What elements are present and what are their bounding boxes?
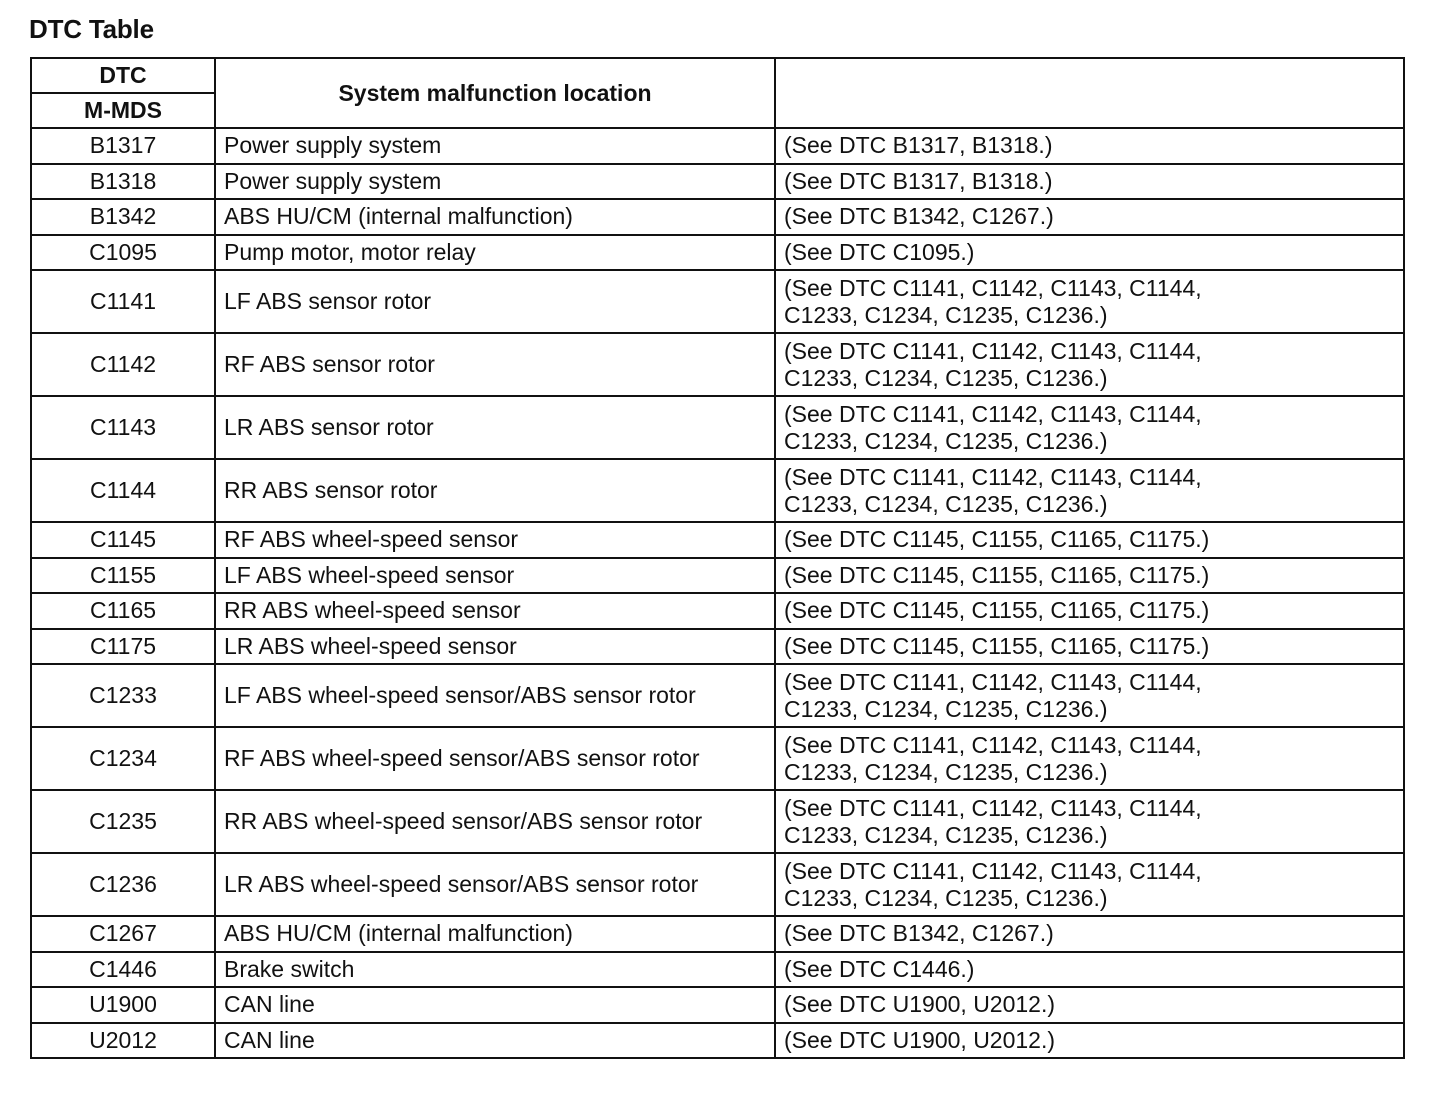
- reference-text: (See DTC C1141, C1142, C1143, C1144,: [784, 668, 1202, 695]
- table-row: [31, 164, 1404, 200]
- table-row: [31, 128, 1404, 164]
- reference-cell: [775, 593, 1404, 629]
- reference-text: (See DTC B1342, C1267.): [784, 203, 1054, 230]
- reference-text: (See DTC B1317, B1318.): [784, 132, 1053, 159]
- reference-cell: [775, 522, 1404, 558]
- reference-cell: [775, 916, 1404, 952]
- reference-text: (See DTC C1145, C1155, C1165, C1175.): [784, 632, 1210, 659]
- dtc-code-cell: C1155: [31, 558, 215, 594]
- malfunction-location-cell: LR ABS wheel-speed sensor/ABS sensor rotor: [215, 853, 775, 916]
- reference-text: (See DTC C1141, C1142, C1143, C1144,: [784, 463, 1202, 490]
- reference-text: (See DTC C1095.): [784, 238, 975, 265]
- dtc-code-cell: C1234: [31, 727, 215, 790]
- reference-cell: [775, 629, 1404, 665]
- table-row: [31, 853, 1404, 916]
- reference-cell: [775, 459, 1404, 522]
- reference-text: (See DTC U1900, U2012.): [784, 991, 1056, 1018]
- reference-text: (See DTC U1900, U2012.): [784, 1026, 1056, 1053]
- malfunction-location-cell: Brake switch: [215, 952, 775, 988]
- malfunction-location-cell: RF ABS sensor rotor: [215, 333, 775, 396]
- table-row: [31, 396, 1404, 459]
- reference-text: (See DTC B1317, B1318.): [784, 167, 1053, 194]
- dtc-code-cell: U1900: [31, 987, 215, 1023]
- dtc-code-cell: C1267: [31, 916, 215, 952]
- dtc-code-cell: C1446: [31, 952, 215, 988]
- malfunction-location-cell: LR ABS wheel-speed sensor: [215, 629, 775, 665]
- header-dtc: DTC: [31, 58, 215, 93]
- reference-cell: [775, 1023, 1404, 1059]
- dtc-code-cell: C1142: [31, 333, 215, 396]
- reference-text: C1233, C1234, C1235, C1236.): [784, 758, 1108, 785]
- reference-text: (See DTC C1145, C1155, C1165, C1175.): [784, 526, 1210, 553]
- reference-text: C1233, C1234, C1235, C1236.): [784, 427, 1108, 454]
- reference-text: (See DTC C1141, C1142, C1143, C1144,: [784, 337, 1202, 364]
- reference-cell: [775, 199, 1404, 235]
- reference-text: C1233, C1234, C1235, C1236.): [784, 364, 1108, 391]
- table-row: [31, 593, 1404, 629]
- reference-text: C1233, C1234, C1235, C1236.): [784, 490, 1108, 517]
- malfunction-location-cell: LF ABS wheel-speed sensor/ABS sensor rotor: [215, 664, 775, 727]
- reference-text: (See DTC C1145, C1155, C1165, C1175.): [784, 561, 1210, 588]
- reference-cell: [775, 987, 1404, 1023]
- reference-text: (See DTC C1141, C1142, C1143, C1144,: [784, 400, 1202, 427]
- dtc-code-cell: C1175: [31, 629, 215, 665]
- table-row: [31, 629, 1404, 665]
- table-row: [31, 270, 1404, 333]
- dtc-code-cell: C1143: [31, 396, 215, 459]
- reference-cell: [775, 727, 1404, 790]
- dtc-code-cell: C1145: [31, 522, 215, 558]
- reference-cell: [775, 396, 1404, 459]
- malfunction-location-cell: Power supply system: [215, 164, 775, 200]
- reference-text: (See DTC C1141, C1142, C1143, C1144,: [784, 857, 1202, 884]
- reference-text: (See DTC C1141, C1142, C1143, C1144,: [784, 731, 1202, 758]
- reference-cell: [775, 558, 1404, 594]
- table-row: [31, 522, 1404, 558]
- malfunction-location-cell: ABS HU/CM (internal malfunction): [215, 199, 775, 235]
- table-row: [31, 1023, 1404, 1059]
- table-row: [31, 952, 1404, 988]
- reference-cell: [775, 952, 1404, 988]
- reference-text: (See DTC B1342, C1267.): [784, 920, 1054, 947]
- reference-text: C1233, C1234, C1235, C1236.): [784, 301, 1108, 328]
- reference-text: (See DTC C1141, C1142, C1143, C1144,: [784, 794, 1202, 821]
- table-row: [31, 727, 1404, 790]
- reference-text: (See DTC C1145, C1155, C1165, C1175.): [784, 597, 1210, 624]
- dtc-code-cell: B1318: [31, 164, 215, 200]
- reference-text: C1233, C1234, C1235, C1236.): [784, 695, 1108, 722]
- header-mmds: M-MDS: [31, 93, 215, 128]
- malfunction-location-cell: LF ABS wheel-speed sensor: [215, 558, 775, 594]
- malfunction-location-cell: Pump motor, motor relay: [215, 235, 775, 271]
- page-title: DTC Table: [29, 14, 154, 44]
- dtc-code-cell: B1317: [31, 128, 215, 164]
- malfunction-location-cell: CAN line: [215, 1023, 775, 1059]
- reference-text: C1233, C1234, C1235, C1236.): [784, 821, 1108, 848]
- dtc-code-cell: C1165: [31, 593, 215, 629]
- table-row: [31, 235, 1404, 271]
- table-body: [31, 128, 1404, 1058]
- malfunction-location-cell: RF ABS wheel-speed sensor: [215, 522, 775, 558]
- dtc-code-cell: C1233: [31, 664, 215, 727]
- header-reference: [775, 58, 1404, 128]
- malfunction-location-cell: RR ABS wheel-speed sensor: [215, 593, 775, 629]
- table-row: [31, 987, 1404, 1023]
- table-row: [31, 790, 1404, 853]
- reference-cell: [775, 270, 1404, 333]
- malfunction-location-cell: RR ABS sensor rotor: [215, 459, 775, 522]
- dtc-code-cell: C1236: [31, 853, 215, 916]
- table-row: [31, 333, 1404, 396]
- malfunction-location-cell: CAN line: [215, 987, 775, 1023]
- table-header: [31, 58, 1404, 128]
- malfunction-location-cell: RR ABS wheel-speed sensor/ABS sensor rotor: [215, 790, 775, 853]
- malfunction-location-cell: Power supply system: [215, 128, 775, 164]
- reference-cell: [775, 664, 1404, 727]
- reference-cell: [775, 790, 1404, 853]
- reference-cell: [775, 128, 1404, 164]
- dtc-code-cell: U2012: [31, 1023, 215, 1059]
- dtc-code-cell: C1095: [31, 235, 215, 271]
- table-row: [31, 664, 1404, 727]
- malfunction-location-cell: LR ABS sensor rotor: [215, 396, 775, 459]
- reference-cell: [775, 235, 1404, 271]
- reference-text: C1233, C1234, C1235, C1236.): [784, 884, 1108, 911]
- reference-text: (See DTC C1141, C1142, C1143, C1144,: [784, 274, 1202, 301]
- dtc-code-cell: C1141: [31, 270, 215, 333]
- malfunction-location-cell: RF ABS wheel-speed sensor/ABS sensor rotor: [215, 727, 775, 790]
- malfunction-location-cell: LF ABS sensor rotor: [215, 270, 775, 333]
- table-row: [31, 199, 1404, 235]
- reference-text: (See DTC C1446.): [784, 955, 975, 982]
- dtc-code-cell: B1342: [31, 199, 215, 235]
- header-system-malfunction-location: System malfunction location: [215, 58, 775, 128]
- table-row: [31, 459, 1404, 522]
- dtc-code-cell: C1235: [31, 790, 215, 853]
- table-row: [31, 916, 1404, 952]
- dtc-table: [30, 57, 1405, 1059]
- table-row: [31, 558, 1404, 594]
- reference-cell: [775, 333, 1404, 396]
- malfunction-location-cell: ABS HU/CM (internal malfunction): [215, 916, 775, 952]
- reference-cell: [775, 164, 1404, 200]
- reference-cell: [775, 853, 1404, 916]
- dtc-code-cell: C1144: [31, 459, 215, 522]
